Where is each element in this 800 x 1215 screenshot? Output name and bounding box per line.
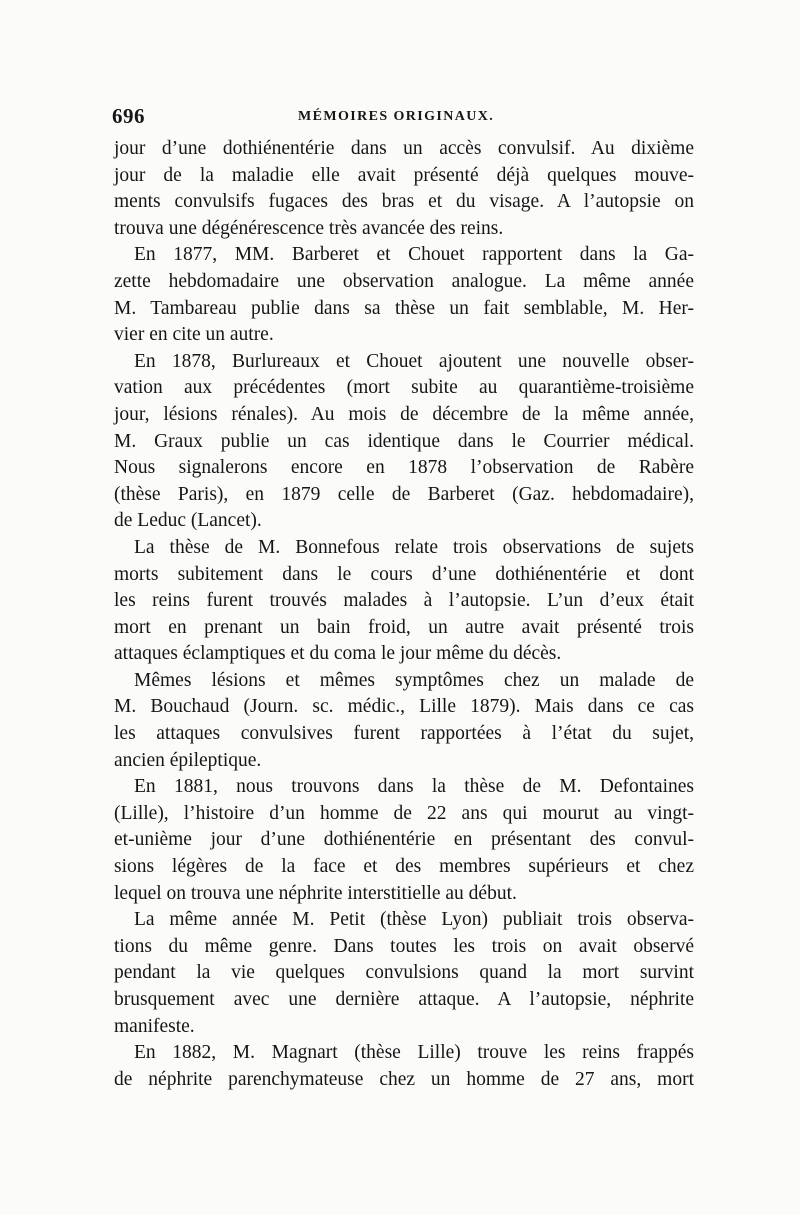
paragraph-4 xyxy=(114,535,694,668)
paragraph-7 xyxy=(114,907,694,1040)
text-line: La même année M. Petit (thèse Lyon) publiait trois observa- xyxy=(134,909,694,931)
text-line: En 1881, nous trouvons dans la thèse de M. Defontaines xyxy=(134,776,694,798)
text-line: jour de la maladie elle avait présenté déjà quelques mouve- xyxy=(114,164,694,186)
text-line: attaques éclamptiques et du coma le jour même du décès. xyxy=(114,643,562,665)
text-line: vier en cite un autre. xyxy=(114,324,274,346)
text-line: La thèse de M. Bonnefous relate trois observations de sujets xyxy=(134,536,694,558)
text-line: (Lille), l’histoire d’un homme de 22 ans qui mourut au vingt- xyxy=(114,802,694,824)
text-line: M. Tambareau publie dans sa thèse un fait semblable, M. Her- xyxy=(114,297,694,319)
text-line: tions du même genre. Dans toutes les trois on avait observé xyxy=(114,935,694,957)
paragraph-6 xyxy=(114,774,694,907)
text-line: ancien épileptique. xyxy=(114,749,262,771)
text-line: jour, lésions rénales). Au mois de décembre de la même année, xyxy=(114,403,694,425)
text-line: lequel on trouva une néphrite interstitielle au début. xyxy=(114,882,517,904)
text-line: de néphrite parenchymateuse chez un homme de 27 ans, mort xyxy=(114,1068,694,1090)
text-line: trouva une dégénérescence très avancée des reins. xyxy=(114,217,504,239)
paragraph-1 xyxy=(114,136,694,242)
paragraph-5 xyxy=(114,668,694,774)
text-line: Mêmes lésions et mêmes symptômes chez un malade de xyxy=(134,669,694,691)
text-line: En 1877, MM. Barberet et Chouet rapportent dans la Ga- xyxy=(134,244,694,266)
text-line: de Leduc (Lancet). xyxy=(114,510,262,532)
paragraph-3 xyxy=(114,349,694,535)
text-line: morts subitement dans le cours d’une dothiénentérie et dont xyxy=(114,563,694,585)
running-head: MÉMOIRES ORIGINAUX. xyxy=(298,109,495,124)
text-line: jour d’une dothiénentérie dans un accès convulsif. Au dixième xyxy=(114,138,694,159)
text-line: vation aux précédentes (mort subite au quarantième-troisième xyxy=(114,377,694,399)
text-line: mort en prenant un bain froid, un autre avait présenté trois xyxy=(114,616,694,638)
text-line: les attaques convulsives furent rapportées à l’état du sujet, xyxy=(114,723,694,745)
text-line: manifeste. xyxy=(114,1015,195,1037)
text-line: (thèse Paris), en 1879 celle de Barberet (Gaz. hebdomadaire), xyxy=(114,483,694,505)
text-line: pendant la vie quelques convulsions quand la mort survint xyxy=(114,962,694,984)
text-line: M. Graux publie un cas identique dans le Courrier médical. xyxy=(114,430,694,452)
paragraph-2 xyxy=(114,242,694,348)
text-line: M. Bouchaud (Journ. sc. médic., Lille 1879). Mais dans ce cas xyxy=(114,696,694,718)
body-text xyxy=(114,136,694,1093)
text-line: et-unième jour d’une dothiénentérie en présentant des convul- xyxy=(114,829,694,851)
text-line: En 1878, Burlureaux et Chouet ajoutent une nouvelle obser- xyxy=(134,350,694,372)
page-header xyxy=(112,104,702,130)
text-line: zette hebdomadaire une observation analogue. La même année xyxy=(114,270,694,292)
text-line: Nous signalerons encore en 1878 l’observation de Rabère xyxy=(114,457,694,479)
text-line: sions légères de la face et des membres supérieurs et chez xyxy=(114,856,694,878)
text-line: En 1882, M. Magnart (thèse Lille) trouve les reins frappés xyxy=(134,1042,694,1064)
text-line: ments convulsifs fugaces des bras et du visage. A l’autopsie on xyxy=(114,191,694,213)
text-line: les reins furent trouvés malades à l’autopsie. L’un d’eux était xyxy=(114,590,694,612)
page-number: 696 xyxy=(112,104,145,128)
paragraph-8 xyxy=(114,1040,694,1093)
text-line: brusquement avec une dernière attaque. A l’autopsie, néphrite xyxy=(114,989,694,1010)
